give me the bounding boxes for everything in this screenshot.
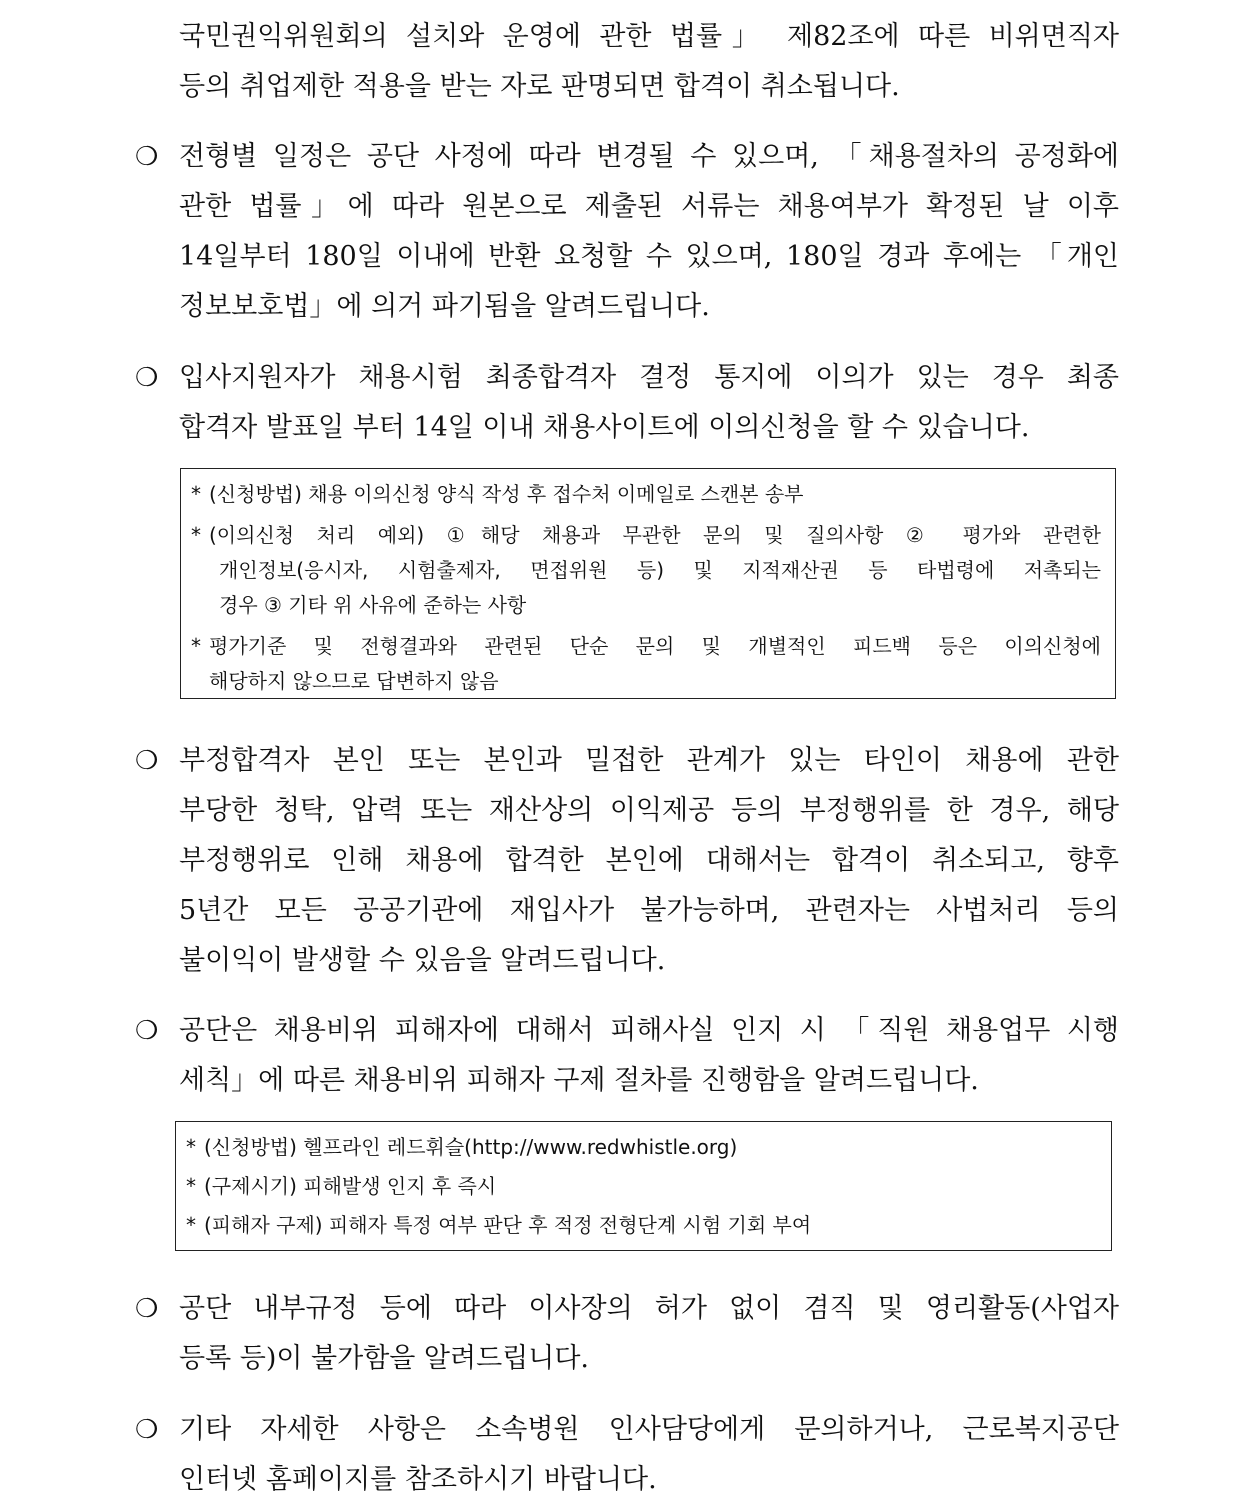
paragraph-line: 인터넷 홈페이지를 참조하시기 바랍니다. xyxy=(179,1464,657,1495)
paragraph-line: 부당한 청탁, 압력 또는 재산상의 이익제공 등의 부정행위를 한 경우, 해당 xyxy=(179,795,1119,826)
asterisk-icon: * xyxy=(191,634,201,658)
circle-bullet-icon: ❍ xyxy=(135,1415,159,1445)
note-item xyxy=(181,518,1101,623)
objection-note-box xyxy=(180,468,1116,699)
paragraph-line: 국민권익위원회의 설치와 운영에 관한 법률」 제82조에 따른 비위면직자 xyxy=(179,21,1119,52)
circle-bullet-icon: ❍ xyxy=(135,142,159,172)
note-line: (이의신청 처리 예외) ①해당 채용과 무관한 문의 및 질의사항 ② 평가와 관련한 xyxy=(209,523,1101,547)
relief-note-box xyxy=(175,1121,1112,1251)
note-line: 경우 ③ 기타 위 사유에 준하는 사항 xyxy=(219,593,527,617)
note-item xyxy=(176,1167,1096,1206)
asterisk-icon: * xyxy=(191,482,201,506)
note-line: (신청방법) 헬프라인 레드휘슬(http://www.redwhistle.org) xyxy=(204,1135,738,1159)
note-line: (피해자 구제) 피해자 특정 여부 판단 후 적정 전형단계 시험 기회 부여 xyxy=(204,1213,812,1237)
asterisk-icon: * xyxy=(191,523,201,547)
paragraph-line: 세칙」에 따른 채용비위 피해자 구제 절차를 진행함을 알려드립니다. xyxy=(179,1065,979,1096)
paragraph-line: 공단 내부규정 등에 따라 이사장의 허가 없이 겸직 및 영리활동(사업자 xyxy=(179,1293,1119,1324)
note-item xyxy=(181,629,1101,699)
paragraph-line: 관한 법률」에 따라 원본으로 제출된 서류는 채용여부가 확정된 날 이후 xyxy=(179,191,1119,222)
note-line: 평가기준 및 전형결과와 관련된 단순 문의 및 개별적인 피드백 등은 이의신청에 xyxy=(209,634,1101,658)
paragraph-line: 공단은 채용비위 피해자에 대해서 피해사실 인지 시 「직원 채용업무 시행 xyxy=(179,1015,1119,1046)
note-item xyxy=(176,1128,1096,1167)
asterisk-icon: * xyxy=(186,1213,196,1237)
circle-bullet-icon: ❍ xyxy=(135,363,159,393)
circle-bullet-icon: ❍ xyxy=(135,746,159,776)
circle-bullet-icon: ❍ xyxy=(135,1294,159,1324)
note-item xyxy=(176,1206,1096,1245)
note-line: 해당하지 않으므로 답변하지 않음 xyxy=(209,669,499,693)
paragraph-line: 부정행위로 인해 채용에 합격한 본인에 대해서는 합격이 취소되고, 향후 xyxy=(179,845,1119,876)
paragraph-line: 입사지원자가 채용시험 최종합격자 결정 통지에 이의가 있는 경우 최종 xyxy=(179,362,1119,393)
paragraph-line: 합격자 발표일 부터 14일 이내 채용사이트에 이의신청을 할 수 있습니다. xyxy=(179,412,1030,443)
paragraph-line: 5년간 모든 공공기관에 재입사가 불가능하며, 관련자는 사법처리 등의 xyxy=(179,895,1119,926)
paragraph-line: 등의 취업제한 적용을 받는 자로 판명되면 합격이 취소됩니다. xyxy=(179,71,900,102)
note-line: (신청방법) 채용 이의신청 양식 작성 후 접수처 이메일로 스캔본 송부 xyxy=(209,482,804,506)
paragraph-line: 14일부터 180일 이내에 반환 요청할 수 있으며, 180일 경과 후에는 「개인 xyxy=(179,241,1119,272)
note-item xyxy=(181,477,1101,512)
circle-bullet-icon: ❍ xyxy=(135,1016,159,1046)
asterisk-icon: * xyxy=(186,1135,196,1159)
paragraph-line: 전형별 일정은 공단 사정에 따라 변경될 수 있으며, 「채용절차의 공정화에 xyxy=(179,141,1119,172)
paragraph-line: 등록 등)이 불가함을 알려드립니다. xyxy=(179,1343,590,1374)
paragraph-line: 불이익이 발생할 수 있음을 알려드립니다. xyxy=(179,945,666,976)
paragraph-line: 기타 자세한 사항은 소속병원 인사담당에게 문의하거나, 근로복지공단 xyxy=(179,1414,1119,1445)
paragraph-line: 부정합격자 본인 또는 본인과 밀접한 관계가 있는 타인이 채용에 관한 xyxy=(179,745,1119,776)
note-line: (구제시기) 피해발생 인지 후 즉시 xyxy=(204,1174,497,1198)
note-line: 개인정보(응시자, 시험출제자, 면접위원 등) 및 지적재산권 등 타법령에 저촉되는 xyxy=(219,558,1101,582)
paragraph-line: 정보보호법」에 의거 파기됨을 알려드립니다. xyxy=(179,291,710,322)
asterisk-icon: * xyxy=(186,1174,196,1198)
